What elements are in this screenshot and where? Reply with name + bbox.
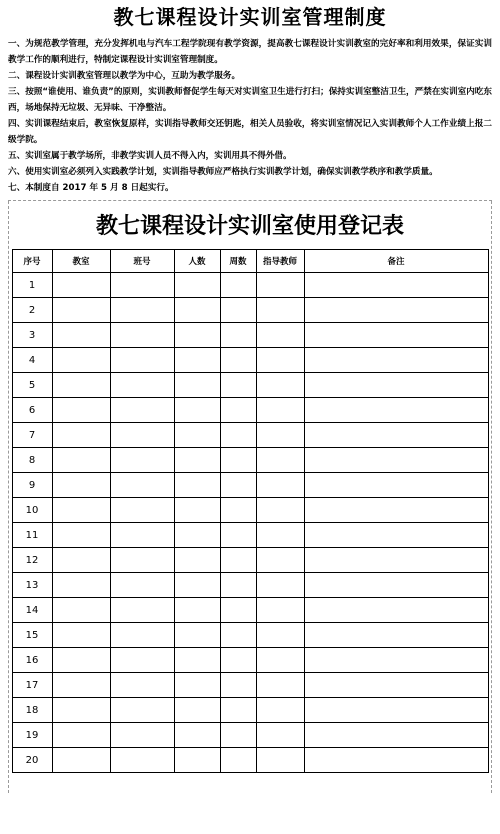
table-row xyxy=(12,548,488,573)
register-sheet xyxy=(8,201,492,793)
cell-remarks xyxy=(304,723,488,748)
cell-weeks xyxy=(220,473,256,498)
cell-class-number xyxy=(110,448,174,473)
cell-headcount xyxy=(174,748,220,773)
cell-remarks xyxy=(304,748,488,773)
header-headcount: 人数 xyxy=(174,250,220,273)
table-header-row xyxy=(12,250,488,273)
cell-instructor xyxy=(256,348,304,373)
table-row xyxy=(12,648,488,673)
rule-item: 六、使用实训室必须列入实践教学计划，实训指导教师应严格执行实训教学计划，确保实训教学秩序和教学质量。 xyxy=(8,167,438,177)
cell-headcount xyxy=(174,623,220,648)
table-row xyxy=(12,673,488,698)
table-row xyxy=(12,273,488,298)
cell-class-number xyxy=(110,573,174,598)
cell-index: 15 xyxy=(12,623,52,648)
table-row xyxy=(12,748,488,773)
cell-weeks xyxy=(220,648,256,673)
cell-remarks xyxy=(304,573,488,598)
cell-weeks xyxy=(220,398,256,423)
cell-index: 4 xyxy=(12,348,52,373)
cell-weeks xyxy=(220,698,256,723)
rule-item: 五、实训室属于教学场所，非教学实训人员不得入内，实训用具不得外借。 xyxy=(8,151,292,161)
cell-classroom xyxy=(52,723,110,748)
cell-remarks xyxy=(304,523,488,548)
cell-headcount xyxy=(174,423,220,448)
cell-headcount xyxy=(174,723,220,748)
cell-weeks xyxy=(220,323,256,348)
cell-headcount xyxy=(174,673,220,698)
cell-weeks xyxy=(220,598,256,623)
cell-instructor xyxy=(256,723,304,748)
cell-remarks xyxy=(304,373,488,398)
cell-instructor xyxy=(256,648,304,673)
table-row xyxy=(12,398,488,423)
cell-index: 19 xyxy=(12,723,52,748)
cell-instructor xyxy=(256,548,304,573)
cell-index: 16 xyxy=(12,648,52,673)
cell-index: 20 xyxy=(12,748,52,773)
cell-classroom xyxy=(52,648,110,673)
rule-item: 四、实训课程结束后，教室恢复原样，实训指导教师交还钥匙，相关人员验收，将实训室情况记入实训教师个人工作业绩上报二级学院。 xyxy=(8,119,492,145)
cell-index: 18 xyxy=(12,698,52,723)
cell-remarks xyxy=(304,423,488,448)
cell-remarks xyxy=(304,273,488,298)
cell-index: 13 xyxy=(12,573,52,598)
cell-class-number xyxy=(110,298,174,323)
cell-classroom xyxy=(52,398,110,423)
cell-weeks xyxy=(220,548,256,573)
cell-classroom xyxy=(52,498,110,523)
cell-class-number xyxy=(110,673,174,698)
cell-class-number xyxy=(110,473,174,498)
cell-classroom xyxy=(52,348,110,373)
cell-headcount xyxy=(174,573,220,598)
cell-classroom xyxy=(52,623,110,648)
cell-headcount xyxy=(174,323,220,348)
cell-classroom xyxy=(52,473,110,498)
document-page xyxy=(0,4,500,834)
cell-instructor xyxy=(256,498,304,523)
cell-instructor xyxy=(256,423,304,448)
register-table-body xyxy=(12,273,488,773)
cell-headcount xyxy=(174,648,220,673)
cell-class-number xyxy=(110,598,174,623)
cell-index: 1 xyxy=(12,273,52,298)
cell-instructor xyxy=(256,298,304,323)
cell-remarks xyxy=(304,548,488,573)
cell-headcount xyxy=(174,473,220,498)
cell-index: 8 xyxy=(12,448,52,473)
cell-weeks xyxy=(220,673,256,698)
cell-index: 5 xyxy=(12,373,52,398)
cell-headcount xyxy=(174,348,220,373)
cell-instructor xyxy=(256,573,304,598)
cell-remarks xyxy=(304,323,488,348)
cell-classroom xyxy=(52,373,110,398)
cell-classroom xyxy=(52,573,110,598)
cell-class-number xyxy=(110,273,174,298)
cell-classroom xyxy=(52,748,110,773)
table-row xyxy=(12,423,488,448)
cell-headcount xyxy=(174,598,220,623)
table-row xyxy=(12,573,488,598)
table-row xyxy=(12,473,488,498)
cell-index: 9 xyxy=(12,473,52,498)
cell-remarks xyxy=(304,398,488,423)
table-row xyxy=(12,723,488,748)
cell-instructor xyxy=(256,623,304,648)
cell-headcount xyxy=(174,698,220,723)
cell-weeks xyxy=(220,723,256,748)
cell-remarks xyxy=(304,473,488,498)
cell-headcount xyxy=(174,448,220,473)
cell-weeks xyxy=(220,498,256,523)
cell-weeks xyxy=(220,273,256,298)
cell-instructor xyxy=(256,748,304,773)
cell-classroom xyxy=(52,523,110,548)
cell-classroom xyxy=(52,698,110,723)
cell-classroom xyxy=(52,548,110,573)
cell-remarks xyxy=(304,598,488,623)
rule-item: 七、本制度自 2017 年 5 月 8 日起实行。 xyxy=(8,183,174,193)
cell-class-number xyxy=(110,323,174,348)
cell-index: 11 xyxy=(12,523,52,548)
cell-remarks xyxy=(304,648,488,673)
header-weeks: 周数 xyxy=(220,250,256,273)
cell-index: 14 xyxy=(12,598,52,623)
table-row xyxy=(12,323,488,348)
cell-class-number xyxy=(110,498,174,523)
table-row xyxy=(12,373,488,398)
cell-remarks xyxy=(304,498,488,523)
cell-instructor xyxy=(256,673,304,698)
header-classroom: 教室 xyxy=(52,250,110,273)
cell-headcount xyxy=(174,548,220,573)
cell-class-number xyxy=(110,648,174,673)
rule-item: 二、课程设计实训教室管理以教学为中心，互助为教学服务。 xyxy=(8,71,241,81)
cell-classroom xyxy=(52,298,110,323)
register-title: 教七课程设计实训室使用登记表 xyxy=(95,213,404,239)
cell-class-number xyxy=(110,523,174,548)
cell-class-number xyxy=(110,548,174,573)
cell-instructor xyxy=(256,448,304,473)
rules-title: 教七课程设计实训室管理制度 xyxy=(113,5,387,29)
cell-instructor xyxy=(256,523,304,548)
cell-weeks xyxy=(220,448,256,473)
cell-classroom xyxy=(52,673,110,698)
cell-classroom xyxy=(52,448,110,473)
table-row xyxy=(12,598,488,623)
table-row xyxy=(12,523,488,548)
cell-weeks xyxy=(220,623,256,648)
cell-weeks xyxy=(220,298,256,323)
cell-instructor xyxy=(256,323,304,348)
cell-headcount xyxy=(174,398,220,423)
header-class-number: 班号 xyxy=(110,250,174,273)
cell-classroom xyxy=(52,323,110,348)
cell-remarks xyxy=(304,348,488,373)
cell-remarks xyxy=(304,673,488,698)
table-row xyxy=(12,348,488,373)
cell-headcount xyxy=(174,523,220,548)
rule-item: 三、按照“谁使用、谁负责”的原则，实训教师督促学生每天对实训室卫生进行打扫；保持实训室整洁卫生，严禁在实训室内吃东西，场地保持无垃圾、无异味、干净整洁。 xyxy=(8,87,492,113)
cell-headcount xyxy=(174,373,220,398)
table-row xyxy=(12,623,488,648)
cell-instructor xyxy=(256,398,304,423)
cell-weeks xyxy=(220,348,256,373)
cell-index: 2 xyxy=(12,298,52,323)
cell-index: 3 xyxy=(12,323,52,348)
cell-class-number xyxy=(110,723,174,748)
cell-weeks xyxy=(220,573,256,598)
header-instructor: 指导教师 xyxy=(256,250,304,273)
rules-body xyxy=(8,36,492,196)
cell-instructor xyxy=(256,473,304,498)
cell-class-number xyxy=(110,373,174,398)
cell-instructor xyxy=(256,273,304,298)
cell-index: 17 xyxy=(12,673,52,698)
cell-class-number xyxy=(110,698,174,723)
header-index: 序号 xyxy=(12,250,52,273)
cell-remarks xyxy=(304,698,488,723)
cell-class-number xyxy=(110,423,174,448)
cell-classroom xyxy=(52,273,110,298)
cell-class-number xyxy=(110,348,174,373)
cell-headcount xyxy=(174,298,220,323)
table-row xyxy=(12,298,488,323)
header-remarks: 备注 xyxy=(304,250,488,273)
table-row xyxy=(12,498,488,523)
cell-index: 12 xyxy=(12,548,52,573)
cell-class-number xyxy=(110,748,174,773)
cell-weeks xyxy=(220,523,256,548)
cell-weeks xyxy=(220,748,256,773)
cell-instructor xyxy=(256,598,304,623)
register-table xyxy=(12,249,489,773)
cell-headcount xyxy=(174,498,220,523)
cell-instructor xyxy=(256,373,304,398)
cell-remarks xyxy=(304,298,488,323)
cell-instructor xyxy=(256,698,304,723)
cell-weeks xyxy=(220,373,256,398)
cell-remarks xyxy=(304,448,488,473)
rule-item: 一、为规范教学管理，充分发挥机电与汽车工程学院现有教学资源，提高教七课程设计实训教室的完好率和利用效果，保证实训教学工作的顺利进行，特制定课程设计实训室管理制度。 xyxy=(8,39,492,65)
cell-class-number xyxy=(110,623,174,648)
cell-index: 7 xyxy=(12,423,52,448)
cell-classroom xyxy=(52,598,110,623)
table-row xyxy=(12,698,488,723)
cell-classroom xyxy=(52,423,110,448)
cell-index: 6 xyxy=(12,398,52,423)
cell-weeks xyxy=(220,423,256,448)
cell-index: 10 xyxy=(12,498,52,523)
cell-headcount xyxy=(174,273,220,298)
cell-class-number xyxy=(110,398,174,423)
cell-remarks xyxy=(304,623,488,648)
table-row xyxy=(12,448,488,473)
